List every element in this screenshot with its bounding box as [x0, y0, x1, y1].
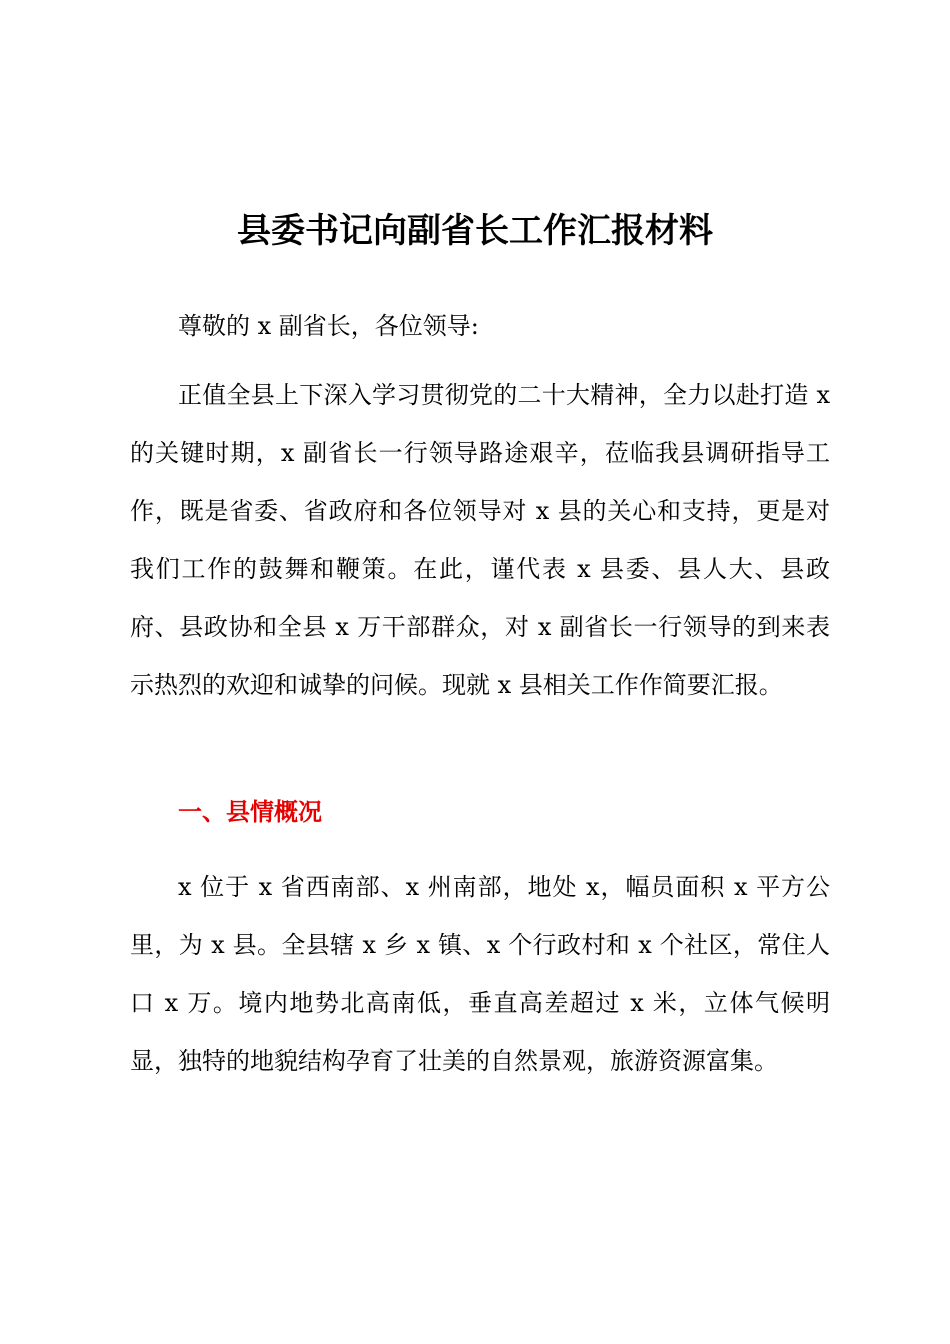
- salutation: 尊敬的 x 副省长，各位领导:: [178, 312, 479, 340]
- county-overview-paragraph: x 位于 x 省西南部、x 州南部，地处 x，幅员面积 x 平方公里，为 x 县。全县辖 x 乡 x 镇、x 个行政村和 x 个社区，常住人口 x 万。境内地势北高南低，垂直高差超过 x 米，立体气候明显，独特的地貌结构孕育了壮美的自然景观，旅游资源富集。: [130, 873, 830, 1075]
- section-heading-county-overview: 一、县情概况: [178, 798, 322, 826]
- intro-paragraph: 正值全县上下深入学习贯彻党的二十大精神，全力以赴打造 x 的关键时期，x 副省长一行领导路途艰辛，莅临我县调研指导工作，既是省委、省政府和各位领导对 x 县的关心和支持，更是对我们工作的鼓舞和鞭策。在此，谨代表 x 县委、县人大、县政府、县政协和全县 x 万干部群众，对 x 副省长一行领导的到来表示热烈的欢迎和诚挚的问候。现就 x 县相关工作作简要汇报。: [130, 381, 830, 699]
- document-title: 县委书记向副省长工作汇报材料: [237, 211, 713, 251]
